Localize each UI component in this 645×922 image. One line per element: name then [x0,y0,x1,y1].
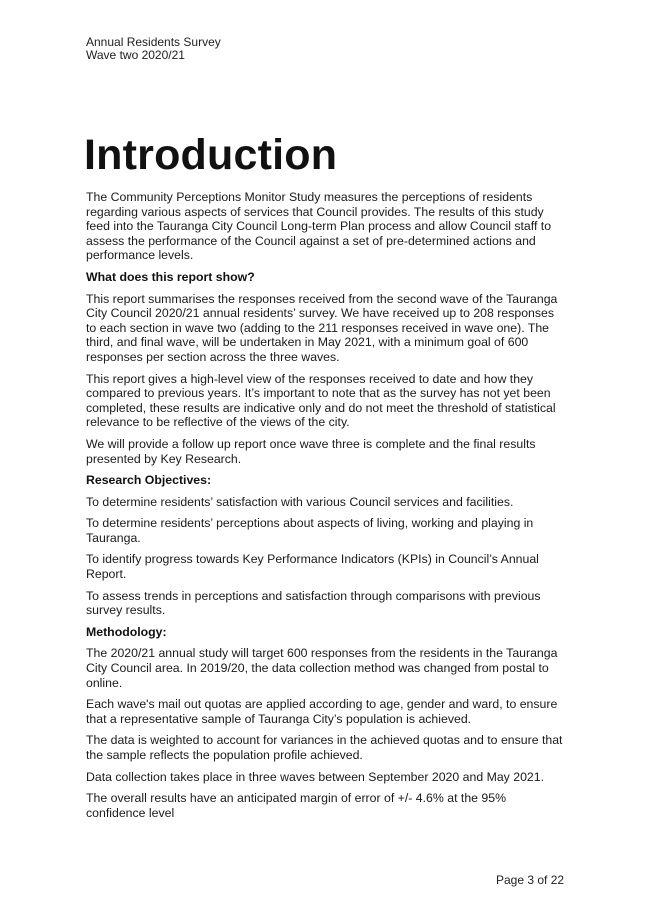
methodology-paragraph: The 2020/21 annual study will target 600 responses from the residents in the Tauranga City Council area. In 2019/20, the data collection method was changed from postal to online. [86,646,558,690]
report-paragraph: We will provide a follow up report once wave three is complete and the final results presented by Key Research. [86,436,536,466]
methodology-paragraph: The overall results have an anticipated margin of error of +/- 4.6% at the 95% confidence level [86,791,507,820]
header-wave: Wave two 2020/21 [86,48,185,62]
objective-item: To assess trends in perceptions and satisfaction through comparisons with previous survey results. [86,588,541,618]
report-paragraph: This report gives a high-level view of the responses received to date and how they compared to previous years. It’s important to note that as the survey has not yet been completed, these results are indicative only and do not meet the threshold of statistical relevance to be reflective of the views of the city. [86,371,556,430]
objective-item: To determine residents’ perceptions about aspects of living, working and playing in Tauranga. [86,516,534,545]
objective-item: To determine residents’ satisfaction with various Council services and facilities. [86,494,514,509]
methodology-paragraph: Data collection takes place in three waves between September 2020 and May 2021. [86,769,544,784]
methodology-paragraph: The data is weighted to account for variances in the achieved quotas and to ensure that the sample reflects the population profile achieved. [86,733,563,762]
methodology-section-heading: Methodology: [86,624,167,639]
page-number: Page 3 of 22 [496,873,565,887]
methodology-paragraph: Each wave's mail out quotas are applied according to age, gender and ward, to ensure that a representative sample of Tauranga City’s population is achieved. [86,697,558,726]
running-header [86,36,221,62]
header-survey-name: Annual Residents Survey [86,35,221,49]
intro-paragraph: The Community Perceptions Monitor Study measures the perceptions of residents regarding various aspects of services that Council provides. The results of this study feed into the Tauranga City Council Long-term Plan process and allow Council staff to assess the performance of the Council against a set of pre-determined actions and performance levels. [86,190,552,263]
report-paragraph: This report summarises the responses received from the second wave of the Tauranga City Council 2020/21 annual residents’ survey. We have received up to 208 responses to each section in wave two (adding to the 211 responses received in wave one). The third, and final wave, will be undertaken in May 2021, with a minimum goal of 600 responses per section across the three waves. [86,291,558,364]
document-body [86,190,566,827]
report-section-heading: What does this report show? [86,269,255,284]
objectives-section-heading: Research Objectives: [86,473,212,488]
objective-item: To identify progress towards Key Performance Indicators (KPIs) in Council’s Annual Report. [86,552,539,582]
page-title: Introduction [84,131,338,179]
